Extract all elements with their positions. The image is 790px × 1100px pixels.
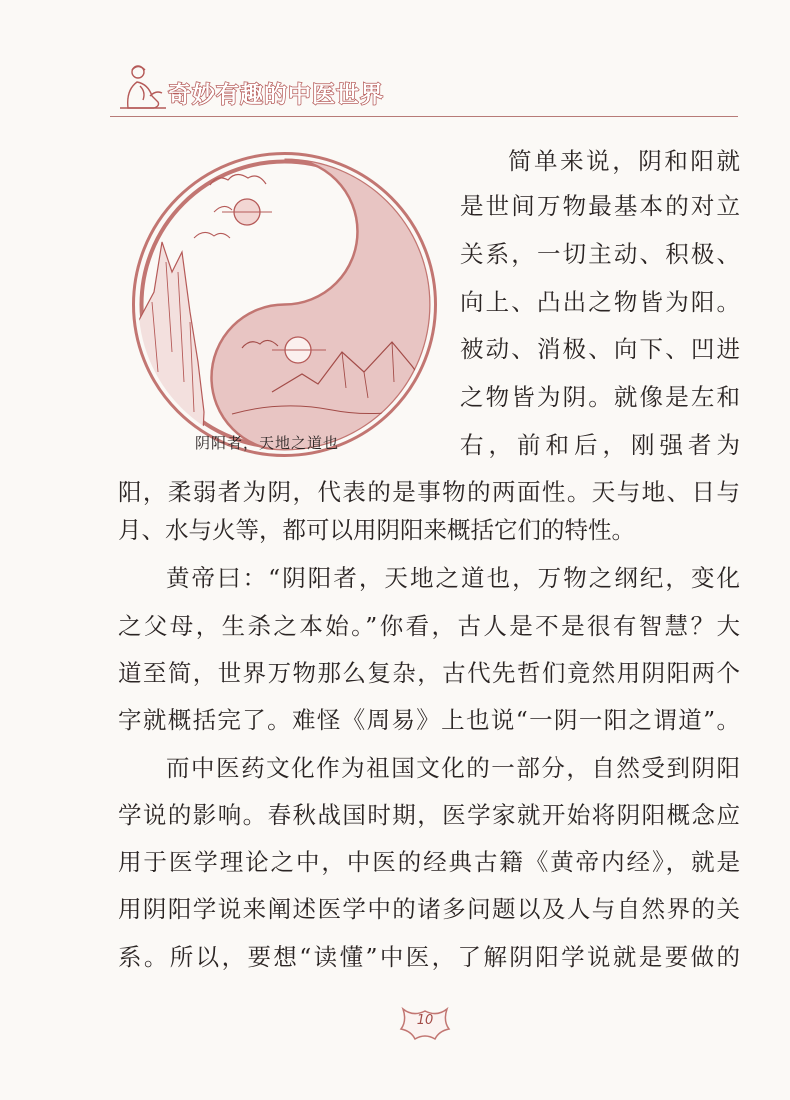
body-line: 简单来说，阴和阳就 <box>508 147 740 175</box>
body-line: 用于医学理论之中，中医的经典古籍《黄帝内经》，就是 <box>118 848 740 876</box>
body-line: 是世间万物最基本的对立 <box>460 192 740 220</box>
body-line: 之物皆为阴。就像是左和 <box>460 383 740 411</box>
body-line: 用阴阳学说来阐述医学中的诸多问题以及人与自然界的关 <box>118 895 740 923</box>
header-title: 奇妙有趣的中医世界 <box>168 82 384 108</box>
doctor-figure-icon <box>110 62 170 112</box>
body-line: 之父母，生杀之本始。”你看，古人是不是很有智慧？大 <box>118 612 740 640</box>
body-line: 阳，柔弱者为阴，代表的是事物的两面性。天与地、日与 <box>118 478 740 506</box>
body-line: 系。所以，要想“读懂”中医，了解阴阳学说就是要做的 <box>118 943 740 971</box>
header-divider <box>110 116 738 117</box>
body-line: 关系，一切主动、积极、 <box>460 240 740 268</box>
figure-caption: 阴阳者，天地之道也 <box>195 434 340 452</box>
body-line: 而中医药文化作为祖国文化的一部分，自然受到阴阳 <box>166 754 740 782</box>
body-line: 学说的影响。春秋战国时期，医学家就开始将阴阳概念应 <box>118 801 740 829</box>
body-line: 月、水与火等，都可以用阴阳来概括它们的特性。 <box>118 516 635 544</box>
body-line: 字就概括完了。难怪《周易》上也说“一阴一阳之谓道”。 <box>118 706 740 734</box>
page-number: 10 <box>416 1013 434 1028</box>
yin-yang-illustration <box>132 152 437 457</box>
page-header <box>110 62 738 118</box>
body-line: 被动、消极、向下、凹进 <box>460 335 740 363</box>
body-line: 道至简，世界万物那么复杂，古代先哲们竟然用阴阳两个 <box>118 659 740 687</box>
body-line: 向上、凸出之物皆为阳。 <box>460 288 740 316</box>
body-line: 右，前和后，刚强者为 <box>460 431 740 459</box>
page-number-badge <box>395 1003 455 1043</box>
body-line: 黄帝曰：“阴阳者，天地之道也，万物之纲纪，变化 <box>166 564 740 592</box>
